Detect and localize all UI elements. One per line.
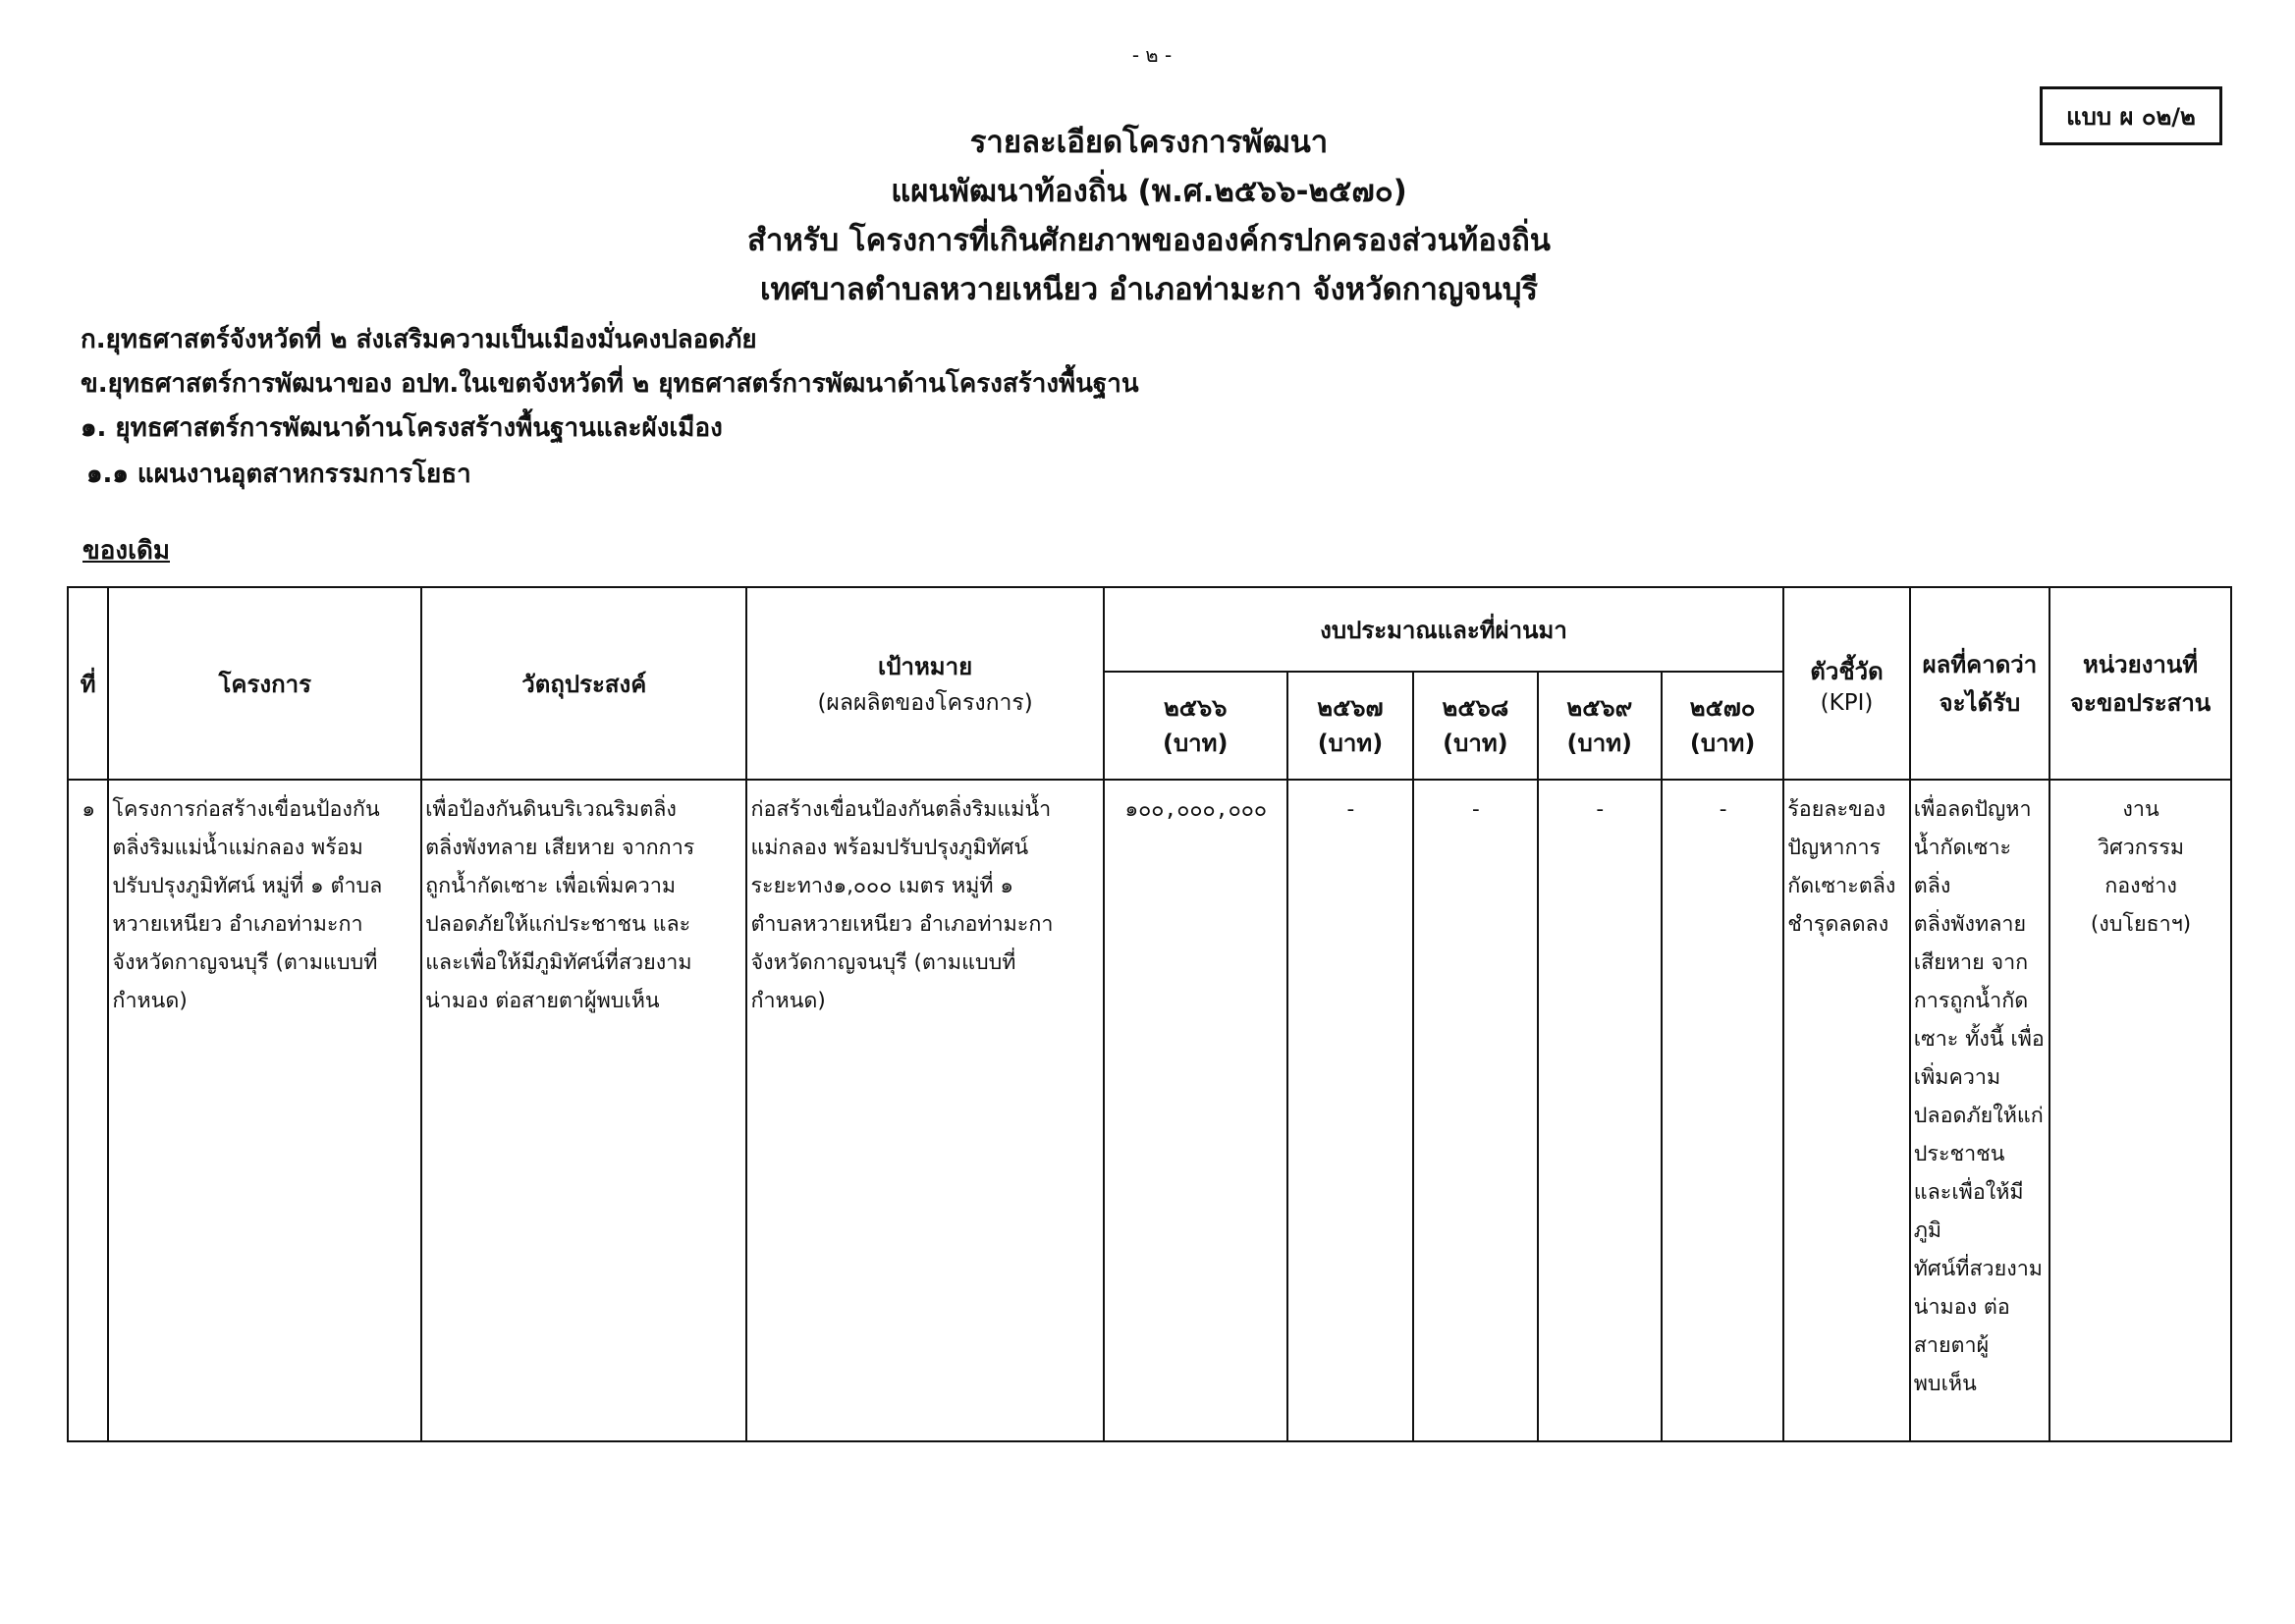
document-title — [491, 118, 1807, 314]
text-line: ตลิ่งริมแม่น้ำแม่กลอง พร้อม — [112, 836, 363, 860]
year-label: ๒๕๖๘ — [1442, 694, 1509, 722]
text-line: ปัญหาการ — [1787, 836, 1882, 860]
header-year-2566 — [1104, 672, 1287, 780]
cell-agency — [2049, 780, 2231, 1441]
year-unit: (บาท) — [1566, 730, 1632, 757]
cell-budget-2566: ๑๐๐,๐๐๐,๐๐๐ — [1104, 780, 1287, 1441]
header-year-2569 — [1538, 672, 1662, 780]
header-agency-line-1: หน่วยงานที่ — [2082, 651, 2199, 678]
local-strategy: ข.ยุทธศาสตร์การพัฒนาของ อปท.ในเขตจังหวัดที่ ๒ ยุทธศาสตร์การพัฒนาด้านโครงสร้างพื้นฐาน — [81, 369, 1139, 399]
text-line: เพื่อลดปัญหาน้ำกัดเซาะตลิ่ง — [1913, 797, 2032, 898]
cell-no: ๑ — [68, 780, 108, 1441]
text-line: สายตาผู้พบเห็น — [1913, 1333, 1990, 1396]
header-objective: วัตถุประสงค์ — [421, 587, 746, 780]
text-line: การถูกน้ำกัดเซาะ ทั้งนี้ เพื่อ — [1913, 989, 2045, 1052]
text-line: (งบโยธาฯ) — [2090, 912, 2192, 937]
header-project: โครงการ — [108, 587, 421, 780]
text-line: โครงการก่อสร้างเขื่อนป้องกัน — [112, 797, 380, 822]
text-line: ชำรุดลดลง — [1787, 912, 1889, 937]
header-expected: ผลที่คาดว่าจะได้รับ — [1910, 587, 2049, 780]
header-agency-line-2: จะขอประสาน — [2069, 689, 2212, 717]
text-line: ตำบลหวายเหนียว อำเภอท่ามะกา — [750, 912, 1054, 937]
cell-budget-2567: - — [1287, 780, 1414, 1441]
header-target-title: เป้าหมาย — [878, 652, 973, 680]
header-target-sub: (ผลผลิตของโครงการ) — [817, 689, 1033, 716]
text-line: ตลิ่งพังทลาย เสียหาย จากการ — [425, 836, 695, 860]
year-label: ๒๕๖๖ — [1163, 694, 1228, 722]
text-line: วิศวกรรม — [2097, 836, 2185, 860]
year-label: ๒๕๗๐ — [1689, 694, 1756, 722]
cell-budget-2570: - — [1662, 780, 1783, 1441]
text-line: ปลอดภัยให้แก่ประชาชน และ — [425, 912, 691, 937]
text-line: ทัศน์ที่สวยงาม น่ามอง ต่อ — [1913, 1257, 2043, 1320]
cell-budget-2568: - — [1413, 780, 1537, 1441]
text-line: ประชาชน และเพื่อให้มีภูมิ — [1913, 1142, 2024, 1243]
text-line: กำหนด) — [750, 989, 826, 1013]
existing-label: ของเดิม — [82, 536, 170, 566]
text-line: ระยะทาง๑,๐๐๐ เมตร หมู่ที่ ๑ — [750, 874, 1014, 898]
year-unit: (บาท) — [1317, 730, 1384, 757]
title-line-1: รายละเอียดโครงการพัฒนา — [969, 125, 1329, 160]
cell-expected — [1910, 780, 2049, 1441]
text-line: ปรับปรุงภูมิทัศน์ หมู่ที่ ๑ ตำบล — [112, 874, 383, 898]
text-line: จังหวัดกาญจนบุรี (ตามแบบที่ — [750, 950, 1016, 975]
header-year-2568 — [1413, 672, 1537, 780]
project-table — [67, 586, 2232, 1442]
cell-objective — [421, 780, 746, 1441]
year-unit: (บาท) — [1689, 730, 1756, 757]
year-unit: (บาท) — [1162, 730, 1229, 757]
table-row — [68, 780, 2231, 1441]
year-unit: (บาท) — [1443, 730, 1508, 757]
header-agency — [2049, 587, 2231, 780]
strategy-section: ๑. ยุทธศาสตร์การพัฒนาด้านโครงสร้างพื้นฐานและผังเมือง — [81, 413, 723, 443]
text-line: ก่อสร้างเขื่อนป้องกันตลิ่งริมแม่น้ำ — [750, 797, 1052, 822]
header-kpi-title: ตัวชี้วัด — [1810, 657, 1884, 685]
province-strategy: ก.ยุทธศาสตร์จังหวัดที่ ๒ ส่งเสริมความเป็นเมืองมั่นคงปลอดภัย — [81, 325, 757, 354]
text-line: กัดเซาะตลิ่ง — [1787, 874, 1896, 898]
text-line: หวายเหนียว อำเภอท่ามะกา — [112, 912, 363, 937]
header-kpi-sub: (KPI) — [1820, 689, 1874, 716]
header-budget-group: งบประมาณและที่ผ่านมา — [1104, 587, 1784, 672]
cell-target — [746, 780, 1103, 1441]
text-line: เพิ่มความปลอดภัยให้แก่ — [1913, 1065, 2044, 1128]
header-target — [746, 587, 1103, 780]
title-line-3: สำหรับ โครงการที่เกินศักยภาพขององค์กรปกครองส่วนท้องถิ่น — [747, 223, 1551, 258]
text-line: และเพื่อให้มีภูมิทัศน์ที่สวยงาม — [425, 950, 692, 975]
text-line: ร้อยละของ — [1787, 797, 1886, 822]
cell-kpi — [1783, 780, 1910, 1441]
year-label: ๒๕๖๙ — [1566, 694, 1633, 722]
text-line: เพื่อป้องกันดินบริเวณริมตลิ่ง — [425, 797, 677, 822]
cell-project — [108, 780, 421, 1441]
text-line: จังหวัดกาญจนบุรี (ตามแบบที่ — [112, 950, 378, 975]
header-year-2570 — [1662, 672, 1783, 780]
text-line: กองช่าง — [2104, 874, 2177, 898]
form-code-box — [2040, 86, 2222, 145]
header-year-2567 — [1287, 672, 1414, 780]
text-line: กำหนด) — [112, 989, 188, 1013]
work-plan: ๑.๑ แผนงานอุตสาหกรรมการโยธา — [86, 460, 471, 489]
title-line-2: แผนพัฒนาท้องถิ่น (พ.ศ.๒๕๖๖-๒๕๗๐) — [891, 174, 1407, 209]
header-no: ที่ — [68, 587, 108, 780]
year-label: ๒๕๖๗ — [1317, 694, 1384, 722]
page-number: - ๒ - — [1131, 43, 1173, 67]
cell-budget-2569: - — [1538, 780, 1662, 1441]
title-line-4: เทศบาลตำบลหวายเหนียว อำเภอท่ามะกา จังหวัดกาญจนบุรี — [759, 272, 1539, 307]
text-line: ถูกน้ำกัดเซาะ เพื่อเพิ่มความ — [425, 874, 677, 898]
text-line: งาน — [2122, 797, 2159, 822]
header-kpi — [1783, 587, 1910, 780]
text-line: ตลิ่งพังทลาย เสียหาย จาก — [1913, 912, 2029, 975]
text-line: แม่กลอง พร้อมปรับปรุงภูมิทัศน์ — [750, 836, 1029, 860]
text-line: น่ามอง ต่อสายตาผู้พบเห็น — [425, 989, 660, 1013]
form-code-text: แบบ ผ ๐๒/๒ — [2066, 102, 2196, 131]
